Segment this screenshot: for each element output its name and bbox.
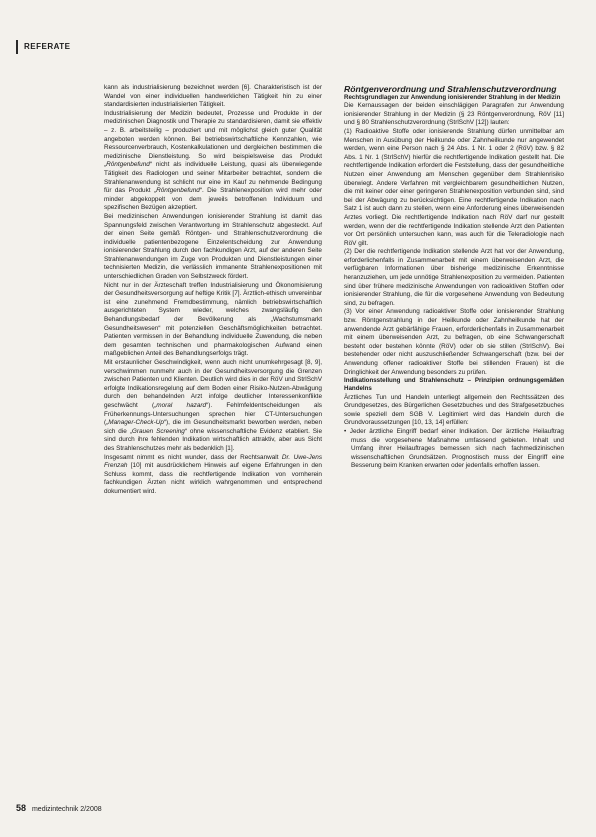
left-paragraph-1: kann als industrialisierung bezeichnet werden [6]. Charakteristisch ist der Wandel von einer individuellen handwerklichen Tätigkeit hin zu einer standardisierten industrialisierten Tätigkeit.	[104, 84, 322, 109]
right-paragraph-4: (3) Vor einer Anwendung radioaktiver Stoffe oder ionisierender Strahlung bzw. Röntgenstrahlung in der Heilkunde oder Zahnheilkunde hat der anwendende Arzt gebärfähige Frauen, erforderlichenfalls in Zusammenarbeit mit einem überweisenden Arzt, zu befragen, ob eine Schwangerschaft besteht oder bestehen könnte (RöV) oder ob sie stillen (StrlSchV). Bei bestehender oder nicht auszuschließender Schwangerschaft (bzw. bei der Anwendung offener radioaktiver Stoffe bei stillenden Frauen) ist die Dringlichkeit der Anwendung besonders zu prüfen.	[344, 308, 564, 376]
page-footer	[16, 803, 102, 815]
left-paragraph-3: Bei medizinischen Anwendungen ionisierender Strahlung ist damit das Spannungsfeld zwischen Verantwortung im Strahlenschutz abgesteckt. Auf der einen Seite gemäß Röntgen- und Strahlenschutzverordnung die individuelle patientenbezogene Einzelentscheidung zur Anwendung ionisierender Strahlung durch den fachkundigen Arzt, auf der anderen Seite Strahlenanwendungen im Zuge von Produkten und Dienstleistungen einer technisierten Medizin, die verlässlich immanente Strahlenexpositionen mit unterschiedlichen Graden von Selbstzweck fördert.	[104, 212, 322, 281]
right-paragraph-3: (2) Der die rechtfertigende Indikation stellende Arzt hat vor der Anwendung, erforderlichenfalls in Zusammenarbeit mit einem überweisenden Arzt, die verfügbaren Informationen über bisherige medizinische Erkenntnisse heranzuziehen, um jede unnötige Strahlenexposition zu vermeiden. Patienten sind über frühere medizinische Anwendungen von radioaktiven Stoffen oder ionisierender Strahlung, die für die vorgesehene Anwendung von Bedeutung sind, zu befragen.	[344, 248, 564, 307]
left-column	[104, 84, 322, 497]
left-paragraph-4: Nicht nur in der Ärzteschaft treffen Industrialisierung und Ökonomisierung der Gesundheitsversorgung auf heftige Kritik [7]. Ärztlich-ethisch unvereinbar ist eine zunehmend Fremdbestimmung, nämlich betriebswirtschaftlich ausgerichteten System wieder, welches zwangsläufig den Behandlungsbedarf der Bevölkerung als „Wachstumsmarkt Gesundheitswesen“ mit potenziellen Geschäftsmöglichkeiten betrachtet. Patienten vermissen in der Behandlung individuelle Zuwendung, die neben dem gesamten technischen und pharmakologischen Aufwand einen maßgeblichen Anteil des Behandlungserfolgs trägt.	[104, 281, 322, 358]
left-paragraph-6: Insgesamt nimmt es nicht wunder, dass der Rechtsanwalt Dr. Uwe-Jens Frenzah [10] mit ausdrücklichem Hinweis auf eigene Erfahrungen in den Schluss kommt, dass die rechtfertigende Indikation von vornherein fachkundigen Ärzten nicht wirklich wahrgenommen und entsprechend dokumentiert wird.	[104, 453, 323, 495]
left-paragraph-2: Industrialisierung der Medizin bedeutet, Prozesse und Produkte in der medizinischen Diagnostik und Therapie zu standardisieren, damit sie effektiv – z. B. arbeitsteilig – produziert und mit möglichst gleich guter Qualität angeboten werden können. Bei betriebswirtschaftliche Kennzahlen, wie Ressourcenverbrauch, Kostenkalkulationen und dergleichen bestimmen die medizinische Dienstleistung. So wird beispielsweise das Produkt „Röntgenbefund“ nicht als individuelle Leistung, quasi als überwiegende Tätigkeit des Radiologen und seiner Mitarbeiter betrachtet, sondern die Strahlenanwendung ist schlicht nur eine im Kauf zu nehmende Bedingung für das Produkt „Röntgenbefund“. Die Strahlenexposition wird mehr oder minder abgekoppelt von dem jeweils betroffenen Individuum und spezifischen Bezügen akzeptiert.	[104, 109, 322, 212]
left-paragraph-5: Mit erstaunlicher Geschwindigkeit, wenn auch nicht unumkehrgesagt [8, 9], verschwimmen nunmehr auch in der Gesundheitsversorgung die Grenzen zwischen Patienten und Klienten. Deutlich wird dies in der RöV und StrlSchV erfolgte Indikationsregelung auf dem Boden einer Risiko-Nutzen-Abwägung durch den behandelnden Arzt infolge deutlicher Interessenkonflikte geschwächt („moral hazard“). Fehlmfeldentscheidungen als Früherkennungs-Untersuchungen sprechen hier CT-Untersuchungen („Manager-Check-Up“), die im Gesundheitsmarkt beworben werden, neben sich die „Grauen Screening“ ohne wissenschaftliche Evidenz etabliert. Sie sind durch ihre fehlenden Indikation wirtschaftlich attraktiv, aber aus Sicht des Strahlenschutzes mehr als bedenklich [1].	[104, 359, 323, 452]
subheading-indication: Indikationsstellung und Strahlenschutz – Prinzipien ordnungsgemäßen Handelns	[344, 377, 564, 393]
right-column	[344, 84, 564, 471]
section-label: REFERATE	[16, 40, 71, 54]
right-paragraph-2: (1) Radioaktive Stoffe oder ionisierende Strahlung dürfen unmittelbar am Menschen in Ausübung der Heilkunde oder Zahnheilkunde nur angewendet werden, wenn eine Person nach § 24 Abs. 1 Nr. 1 oder 2 (RöV) bzw. § 82 Abs. 1 Nr. 1 (StrlSchV) hierfür die rechtfertigende Indikation gestellt hat. Die rechtfertigende Indikation erfordert die Feststellung, dass der gesundheitliche Nutzen einer Anwendung am Menschen gegenüber dem Strahlenrisiko überwiegt. Andere Verfahren mit vergleichbarem gesundheitlichen Nutzen, die mit keiner oder einer geringeren Strahlenexposition verbunden sind, sind bei der Abwägung zu berücksichtigen. Eine rechtfertigende Indikation nach Satz 1 ist auch dann zu stellen, wenn eine Anforderung eines überweisenden Arztes vorliegt. Die rechtfertigende Indikation nach RöV darf nur gestellt werden, wenn der die rechtfertigende Indikation stellende Arzt den Patienten vor Ort persönlich untersuchen kann, was auch für die Teleradiologie nach RöV gilt.	[344, 127, 564, 247]
section-heading: Röntgenverordnung und Strahlenschutzverordnung	[344, 84, 557, 94]
journal-name: medizintechnik 2/2008	[31, 806, 102, 813]
right-paragraph-1: Die Kernaussagen der beiden einschlägigen Paragrafen zur Anwendung ionisierender Strahlung in der Medizin (§ 23 Röntgenverordnung, RöV [11] und § 80 Strahlenschutzverordnung (StrlSchV [12]) lauten:	[344, 102, 564, 127]
bullet-item: • Jeder ärztliche Eingriff bedarf einer Indikation. Der ärztliche Heilauftrag muss die vorgesehene Maßnahme umfassend gebieten. Inhalt und Umfang ihrer Heilauftrages bemessen sich nach fachmedizinischen wissenschaftlichen Grundsätzen. Prognostisch muss der Eingriff eine Besserung beim Kranken erwarten oder jedenfalls erhoffen lassen.	[344, 427, 564, 470]
right-paragraph-5: Ärztliches Tun und Handeln unterliegt allgemein den Rechtssätzen des Grundgesetzes, des Bürgerlichen Gesetzbuches und des Strafgesetzbuches sowie speziell dem SGB V. Legitimiert wird das Handeln durch die Grundvoraussetzungen [10, 13, 14] erfüllen:	[344, 393, 564, 427]
subheading-legal-basis: Rechtsgrundlagen zur Anwendung ionisierender Strahlung in der Medizin	[344, 94, 561, 101]
bullet-icon: •	[344, 427, 350, 435]
page-number: 58	[16, 803, 27, 813]
